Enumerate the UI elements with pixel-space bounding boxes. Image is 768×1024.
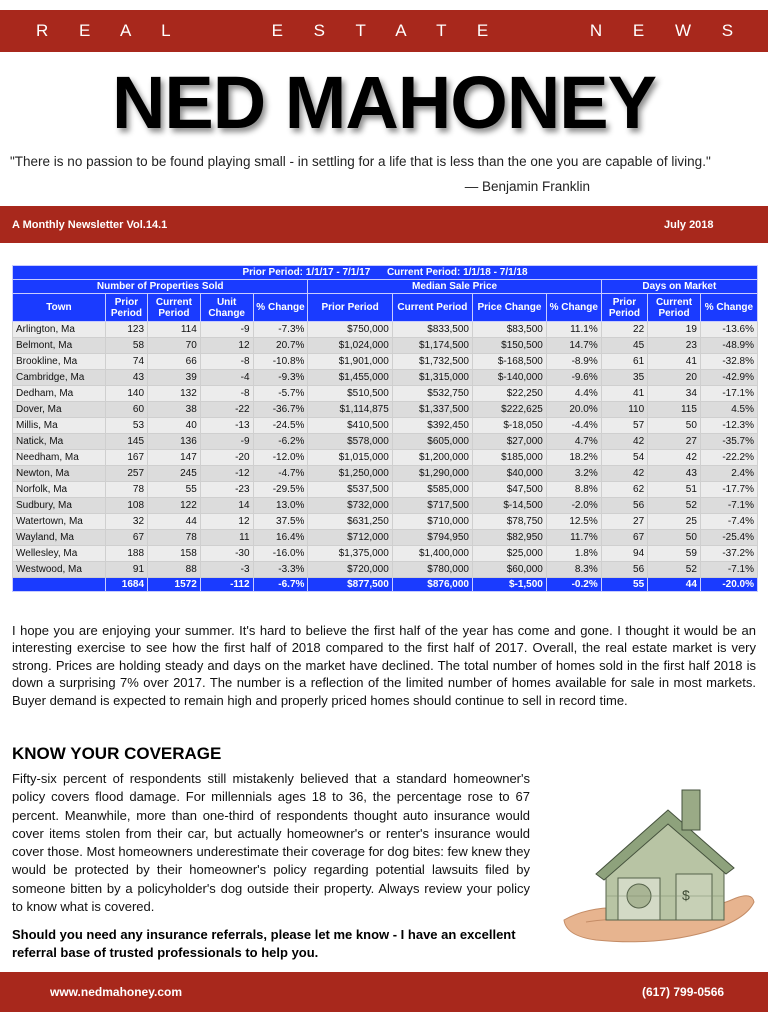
town-cell: Millis, Ma <box>13 418 106 434</box>
table-row <box>13 514 758 530</box>
table-cell: 158 <box>148 546 201 562</box>
table-cell: -7.3% <box>253 322 308 338</box>
column-header: Town <box>13 294 106 322</box>
table-cell: $1,732,500 <box>392 354 472 370</box>
table-cell: -7.1% <box>700 562 757 578</box>
top-banner <box>0 10 768 52</box>
table-cell: -22 <box>200 402 253 418</box>
column-header: Unit Change <box>200 294 253 322</box>
group-header-days: Days on Market <box>601 280 757 294</box>
column-header: Price Change <box>473 294 547 322</box>
table-cell: 70 <box>148 338 201 354</box>
table-cell: 2.4% <box>700 466 757 482</box>
column-header-row <box>13 294 758 322</box>
column-header: % Change <box>546 294 601 322</box>
table-cell: -12 <box>200 466 253 482</box>
town-cell: Sudbury, Ma <box>13 498 106 514</box>
table-cell: 54 <box>601 450 647 466</box>
table-cell: -32.8% <box>700 354 757 370</box>
table-cell: -22.2% <box>700 450 757 466</box>
table-cell: $712,000 <box>308 530 392 546</box>
table-cell: $1,174,500 <box>392 338 472 354</box>
table-cell: 167 <box>105 450 147 466</box>
footer-phone: (617) 799-0566 <box>642 985 725 999</box>
table-cell: 67 <box>601 530 647 546</box>
column-header: % Change <box>253 294 308 322</box>
table-cell: $710,000 <box>392 514 472 530</box>
table-cell: 12 <box>200 338 253 354</box>
table-cell: -3 <box>200 562 253 578</box>
coverage-paragraph: Fifty-six percent of respondents still mistakenly believed that a standard homeowner's policy covers flood damage. For millennials ages 18 to 36, the percentage rose to 67 percent. Meanwhile, more than one-third of respondents thought auto insurance would cover items stolen from their car, but actually homeowner's or renter's insurance would cover those. Most homeowners underestimate their coverage for dog bites: few knew they would be protected by their homeowner's policy regarding potential lawsuits filed by someone bitten by a policyholder's dog outside their property. Always review your policy to know what is covered. <box>12 771 530 915</box>
table-cell: -35.7% <box>700 434 757 450</box>
table-cell: $510,500 <box>308 386 392 402</box>
table-cell: 20 <box>648 370 701 386</box>
table-cell: -17.7% <box>700 482 757 498</box>
table-cell: -17.1% <box>700 386 757 402</box>
total-cell: -112 <box>200 578 253 592</box>
total-cell: $876,000 <box>392 578 472 592</box>
table-cell: -9 <box>200 434 253 450</box>
table-cell: 8.8% <box>546 482 601 498</box>
column-header: Prior Period <box>105 294 147 322</box>
table-cell: 53 <box>105 418 147 434</box>
table-cell: -30 <box>200 546 253 562</box>
table-cell: 45 <box>601 338 647 354</box>
footer-website[interactable]: www.nedmahoney.com <box>50 985 183 999</box>
town-cell: Natick, Ma <box>13 434 106 450</box>
table-cell: 43 <box>105 370 147 386</box>
table-cell: 41 <box>648 354 701 370</box>
table-row <box>13 498 758 514</box>
table-cell: 12.5% <box>546 514 601 530</box>
table-cell: -8.9% <box>546 354 601 370</box>
town-cell: Dover, Ma <box>13 402 106 418</box>
table-cell: 43 <box>648 466 701 482</box>
table-cell: 13.0% <box>253 498 308 514</box>
table-cell: $732,000 <box>308 498 392 514</box>
table-cell: -3.3% <box>253 562 308 578</box>
table-cell: 52 <box>648 498 701 514</box>
table-cell: 140 <box>105 386 147 402</box>
column-header: Current Period <box>648 294 701 322</box>
table-cell: $27,000 <box>473 434 547 450</box>
table-cell: -23 <box>200 482 253 498</box>
table-cell: -12.3% <box>700 418 757 434</box>
table-cell: 11.7% <box>546 530 601 546</box>
table-cell: $222,625 <box>473 402 547 418</box>
town-cell: Cambridge, Ma <box>13 370 106 386</box>
table-row <box>13 466 758 482</box>
table-cell: -8 <box>200 354 253 370</box>
table-cell: $833,500 <box>392 322 472 338</box>
table-cell: -10.8% <box>253 354 308 370</box>
table-cell: 61 <box>601 354 647 370</box>
table-cell: 56 <box>601 562 647 578</box>
table-cell: 4.7% <box>546 434 601 450</box>
table-cell: 11 <box>200 530 253 546</box>
table-cell: $720,000 <box>308 562 392 578</box>
table-cell: $717,500 <box>392 498 472 514</box>
town-cell: Brookline, Ma <box>13 354 106 370</box>
quote-text: "There is no passion to be found playing small - in settling for a life that is less than the one you are capable of living." <box>10 154 711 169</box>
table-cell: $532,750 <box>392 386 472 402</box>
table-cell: $150,500 <box>473 338 547 354</box>
table-cell: $780,000 <box>392 562 472 578</box>
table-cell: $25,000 <box>473 546 547 562</box>
table-cell: 44 <box>148 514 201 530</box>
info-bar <box>0 206 768 243</box>
table-cell: $1,290,000 <box>392 466 472 482</box>
table-cell: 57 <box>601 418 647 434</box>
table-cell: 122 <box>148 498 201 514</box>
table-cell: 19 <box>648 322 701 338</box>
table-cell: $1,200,000 <box>392 450 472 466</box>
table-cell: 27 <box>648 434 701 450</box>
table-row <box>13 418 758 434</box>
table-cell: -9 <box>200 322 253 338</box>
newsletter-date: July 2018 <box>664 218 714 231</box>
town-cell: Arlington, Ma <box>13 322 106 338</box>
total-cell: 44 <box>648 578 701 592</box>
table-cell: $392,450 <box>392 418 472 434</box>
table-cell: 50 <box>648 418 701 434</box>
table-cell: 38 <box>148 402 201 418</box>
table-cell: 34 <box>648 386 701 402</box>
table-cell: 62 <box>601 482 647 498</box>
table-cell: $410,500 <box>308 418 392 434</box>
total-cell: -0.2% <box>546 578 601 592</box>
table-cell: 4.5% <box>700 402 757 418</box>
table-cell: 58 <box>105 338 147 354</box>
table-cell: $605,000 <box>392 434 472 450</box>
table-cell: 23 <box>648 338 701 354</box>
table-cell: 56 <box>601 498 647 514</box>
table-cell: -7.4% <box>700 514 757 530</box>
group-header-sold: Number of Properties Sold <box>13 280 308 294</box>
table-row <box>13 370 758 386</box>
table-cell: -9.3% <box>253 370 308 386</box>
total-cell: $-1,500 <box>473 578 547 592</box>
table-cell: $1,114,875 <box>308 402 392 418</box>
table-cell: $40,000 <box>473 466 547 482</box>
table-cell: 60 <box>105 402 147 418</box>
table-cell: 22 <box>601 322 647 338</box>
table-body <box>13 322 758 578</box>
table-cell: 91 <box>105 562 147 578</box>
town-cell: Westwood, Ma <box>13 562 106 578</box>
total-cell: 1684 <box>105 578 147 592</box>
total-cell: 55 <box>601 578 647 592</box>
town-cell: Watertown, Ma <box>13 514 106 530</box>
table-cell: $1,400,000 <box>392 546 472 562</box>
banner-title: R E A L E S T A T E N E W S <box>35 21 747 40</box>
table-cell: $1,024,000 <box>308 338 392 354</box>
table-cell: 18.2% <box>546 450 601 466</box>
column-header: Prior Period <box>308 294 392 322</box>
town-cell: Belmont, Ma <box>13 338 106 354</box>
table-cell: 39 <box>148 370 201 386</box>
column-header: Prior Period <box>601 294 647 322</box>
table-cell: 40 <box>148 418 201 434</box>
table-cell: $585,000 <box>392 482 472 498</box>
money-house-on-hand-icon <box>556 770 756 950</box>
table-cell: 136 <box>148 434 201 450</box>
coverage-heading: KNOW YOUR COVERAGE <box>12 744 222 763</box>
intro-paragraph: I hope you are enjoying your summer. It's hard to believe the first half of the year has come and gone. I thought it would be an interesting exercise to see how the first half of 2018 compared to the first half of 2017. Overall, the real estate market is very strong. Prices are holding steady and days on the market have declined. The total number of homes sold in the first half 2018 is down a surprising 7% over 2017. The number is a reflection of the limited number of homes available for sale in most markets. Buyer demand is expected to remain high and properly priced homes should continue to sell in record time. <box>12 623 756 708</box>
table-cell: $794,950 <box>392 530 472 546</box>
table-cell: -13 <box>200 418 253 434</box>
table-cell: -7.1% <box>700 498 757 514</box>
table-row <box>13 562 758 578</box>
table-cell: 12 <box>200 514 253 530</box>
table-cell: $47,500 <box>473 482 547 498</box>
table-cell: $-168,500 <box>473 354 547 370</box>
table-cell: 11.1% <box>546 322 601 338</box>
table-cell: $631,250 <box>308 514 392 530</box>
totals-row <box>13 578 758 592</box>
table-cell: $82,950 <box>473 530 547 546</box>
table-cell: $1,015,000 <box>308 450 392 466</box>
table-cell: -42.9% <box>700 370 757 386</box>
table-cell: 145 <box>105 434 147 450</box>
table-row <box>13 450 758 466</box>
table-row <box>13 322 758 338</box>
table-cell: $83,500 <box>473 322 547 338</box>
total-cell: -6.7% <box>253 578 308 592</box>
table-cell: -4.7% <box>253 466 308 482</box>
table-cell: 78 <box>148 530 201 546</box>
table-cell: -12.0% <box>253 450 308 466</box>
table-cell: -37.2% <box>700 546 757 562</box>
table-cell: 14 <box>200 498 253 514</box>
total-cell: -20.0% <box>700 578 757 592</box>
town-cell: Newton, Ma <box>13 466 106 482</box>
town-cell: Norfolk, Ma <box>13 482 106 498</box>
quote-attribution: — Benjamin Franklin <box>464 179 590 194</box>
table-cell: -4.4% <box>546 418 601 434</box>
table-cell: 3.2% <box>546 466 601 482</box>
table-row <box>13 546 758 562</box>
table-cell: -25.4% <box>700 530 757 546</box>
table-cell: $537,500 <box>308 482 392 498</box>
table-cell: -24.5% <box>253 418 308 434</box>
period-header: Prior Period: 1/1/17 - 7/1/17 Current Period: 1/1/18 - 7/1/18 <box>13 266 758 280</box>
referral-paragraph: Should you need any insurance referrals, please let me know - I have an excellent referral base of trusted professionals to help you. <box>12 927 516 960</box>
table-cell: $1,250,000 <box>308 466 392 482</box>
total-cell <box>13 578 106 592</box>
table-cell: 66 <box>148 354 201 370</box>
table-cell: $750,000 <box>308 322 392 338</box>
column-header: Current Period <box>148 294 201 322</box>
market-stats-table-wrapper <box>12 265 758 592</box>
market-stats-table <box>12 265 758 592</box>
table-row <box>13 434 758 450</box>
table-cell: 27 <box>601 514 647 530</box>
table-cell: 108 <box>105 498 147 514</box>
table-cell: 35 <box>601 370 647 386</box>
table-cell: 147 <box>148 450 201 466</box>
table-cell: 74 <box>105 354 147 370</box>
table-cell: 51 <box>648 482 701 498</box>
table-row <box>13 338 758 354</box>
table-cell: 110 <box>601 402 647 418</box>
table-row <box>13 354 758 370</box>
table-cell: 1.8% <box>546 546 601 562</box>
town-cell: Needham, Ma <box>13 450 106 466</box>
table-cell: -16.0% <box>253 546 308 562</box>
newsletter-volume: A Monthly Newsletter Vol.14.1 <box>12 218 168 231</box>
table-cell: -2.0% <box>546 498 601 514</box>
table-cell: $78,750 <box>473 514 547 530</box>
table-row <box>13 530 758 546</box>
table-cell: $22,250 <box>473 386 547 402</box>
table-cell: 14.7% <box>546 338 601 354</box>
table-cell: 115 <box>648 402 701 418</box>
table-cell: 20.0% <box>546 402 601 418</box>
table-cell: -36.7% <box>253 402 308 418</box>
table-cell: -29.5% <box>253 482 308 498</box>
table-cell: 59 <box>648 546 701 562</box>
table-cell: 8.3% <box>546 562 601 578</box>
svg-text:$: $ <box>682 887 690 903</box>
table-cell: 114 <box>148 322 201 338</box>
total-cell: 1572 <box>148 578 201 592</box>
table-cell: $185,000 <box>473 450 547 466</box>
table-cell: $1,455,000 <box>308 370 392 386</box>
table-cell: 78 <box>105 482 147 498</box>
table-cell: 52 <box>648 562 701 578</box>
table-cell: -4 <box>200 370 253 386</box>
table-cell: 32 <box>105 514 147 530</box>
table-cell: 42 <box>648 450 701 466</box>
table-cell: 132 <box>148 386 201 402</box>
table-cell: 16.4% <box>253 530 308 546</box>
table-cell: -20 <box>200 450 253 466</box>
table-row <box>13 402 758 418</box>
table-cell: -8 <box>200 386 253 402</box>
table-cell: 188 <box>105 546 147 562</box>
group-header-price: Median Sale Price <box>308 280 601 294</box>
table-cell: 42 <box>601 434 647 450</box>
table-cell: $-14,500 <box>473 498 547 514</box>
table-cell: $1,337,500 <box>392 402 472 418</box>
table-cell: $-140,000 <box>473 370 547 386</box>
table-cell: 123 <box>105 322 147 338</box>
town-cell: Wayland, Ma <box>13 530 106 546</box>
table-cell: 94 <box>601 546 647 562</box>
table-cell: 67 <box>105 530 147 546</box>
table-cell: 25 <box>648 514 701 530</box>
masthead-title: NED MAHONEY <box>111 61 657 144</box>
table-cell: 4.4% <box>546 386 601 402</box>
table-row <box>13 482 758 498</box>
total-cell: $877,500 <box>308 578 392 592</box>
footer-bar <box>0 972 768 1012</box>
table-cell: $-18,050 <box>473 418 547 434</box>
column-header: Current Period <box>392 294 472 322</box>
table-cell: 37.5% <box>253 514 308 530</box>
town-cell: Dedham, Ma <box>13 386 106 402</box>
table-cell: $1,375,000 <box>308 546 392 562</box>
table-cell: $578,000 <box>308 434 392 450</box>
table-cell: -13.6% <box>700 322 757 338</box>
table-cell: $1,315,000 <box>392 370 472 386</box>
table-cell: -6.2% <box>253 434 308 450</box>
column-header: % Change <box>700 294 757 322</box>
table-cell: 20.7% <box>253 338 308 354</box>
table-cell: $60,000 <box>473 562 547 578</box>
table-cell: 42 <box>601 466 647 482</box>
table-cell: 257 <box>105 466 147 482</box>
table-cell: 55 <box>148 482 201 498</box>
table-cell: 41 <box>601 386 647 402</box>
table-cell: -48.9% <box>700 338 757 354</box>
town-cell: Wellesley, Ma <box>13 546 106 562</box>
table-cell: -9.6% <box>546 370 601 386</box>
table-cell: -5.7% <box>253 386 308 402</box>
table-cell: $1,901,000 <box>308 354 392 370</box>
table-row <box>13 386 758 402</box>
table-cell: 88 <box>148 562 201 578</box>
table-cell: 50 <box>648 530 701 546</box>
table-cell: 245 <box>148 466 201 482</box>
